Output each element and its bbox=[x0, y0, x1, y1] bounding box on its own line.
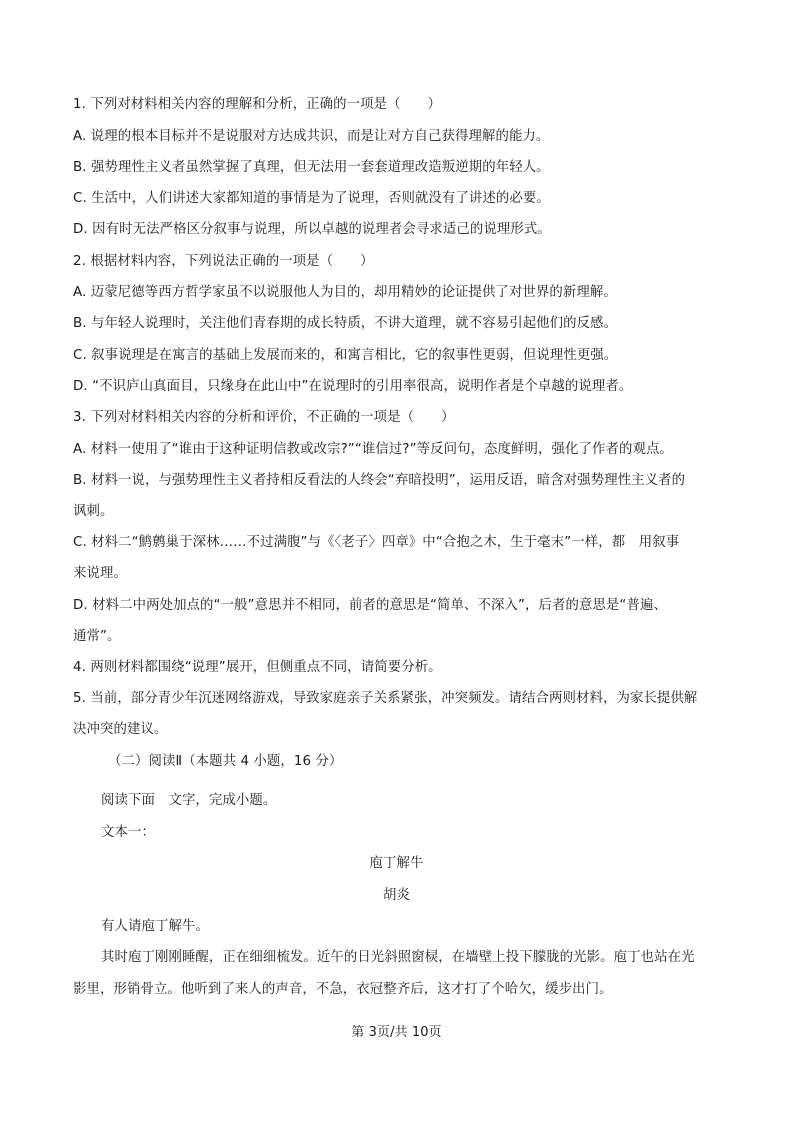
q1-stem: 1. 下列对材料相关内容的理解和分析，正确的一项是（ ） bbox=[73, 97, 442, 112]
q3-option-d-line2: 通常”。 bbox=[73, 629, 121, 644]
q1-option-b: B. 强势理性主义者虽然掌握了真理，但无法用一套套道理改造叛逆期的年轻人。 bbox=[73, 160, 550, 175]
article-paragraph-2-line2: 影里，形销骨立。他听到了来人的声音，不急，衣冠整齐后，这才打了个哈欠，缓步出门。 bbox=[73, 982, 613, 997]
q3-option-d-line1: D. 材料二中两处加点的“一般”意思并不相同，前者的意思是“简单、不深入”，后者的意思是“普遍、 bbox=[73, 598, 667, 613]
q2-option-b: B. 与年轻人说理时，关注他们青春期的成长特质，不讲大道理，就不容易引起他们的反感。 bbox=[73, 316, 618, 331]
q2-option-a: A. 迈蒙尼德等西方哲学家虽不以说服他人为目的，却用精妙的论证提供了对世界的新理解。 bbox=[73, 285, 617, 300]
q4-stem: 4. 两则材料都围绕“说理”展开，但侧重点不同，请简要分析。 bbox=[73, 660, 442, 675]
q1-option-d: D. 因有时无法严格区分叙事与说理，所以卓越的说理者会寻求适己的说理形式。 bbox=[73, 222, 551, 237]
text-label: 文本一： bbox=[101, 825, 155, 840]
q2-option-d: D. “不识庐山真面目，只缘身在此山中”在说理时的引用率很高，说明作者是个卓越的说理者。 bbox=[73, 379, 633, 394]
q1-option-a: A. 说理的根本目标并不是说服对方达成共识，而是让对方自己获得理解的能力。 bbox=[73, 129, 550, 144]
q2-stem: 2. 根据材料内容，下列说法正确的一项是（ ） bbox=[73, 254, 374, 269]
q3-option-c-line2: 来说理。 bbox=[73, 566, 127, 581]
article-paragraph-2-line1: 其时庖丁刚刚睡醒，正在细细梳发。近午的日光斜照窗棂，在墙壁上投下朦胧的光影。庖丁也站在光 bbox=[101, 950, 695, 965]
article-title: 庖丁解牛 bbox=[369, 856, 424, 871]
section-heading: （二）阅读Ⅱ（本题共 4 小题，16 分） bbox=[108, 754, 343, 769]
q3-option-a: A. 材料一使用了“谁由于这种证明信教或改宗?”“谁信过?”等反问句，态度鲜明，强化了作者的观点。 bbox=[73, 442, 673, 457]
article-paragraph-1: 有人请庖丁解牛。 bbox=[101, 919, 209, 934]
q3-option-b-line2: 讽刺。 bbox=[73, 504, 114, 519]
page-number: 第 3页/共 10页 bbox=[351, 1025, 442, 1040]
q3-option-b-line1: B. 材料一说，与强势理性主义者持相反看法的人终会“弃暗投明”，运用反语，暗含对强势理性主义者的 bbox=[73, 473, 686, 488]
reading-instruction: 阅读下面 文字，完成小题。 bbox=[101, 793, 277, 808]
article-author: 胡炎 bbox=[383, 888, 410, 903]
q5-line2: 决冲突的建议。 bbox=[73, 722, 168, 737]
q3-stem: 3. 下列对材料相关内容的分析和评价，不正确的一项是（ ） bbox=[73, 410, 455, 425]
q2-option-c: C. 叙事说理是在寓言的基础上发展而来的，和寓言相比，它的叙事性更弱，但说理性更强。 bbox=[73, 348, 618, 363]
q5-line1: 5. 当前，部分青少年沉迷网络游戏，导致家庭亲子关系紧张，冲突频发。请结合两则材料，为家长提供解 bbox=[73, 691, 698, 706]
q1-option-c: C. 生活中，人们讲述大家都知道的事情是为了说理，否则就没有了讲述的必要。 bbox=[73, 191, 550, 206]
q3-option-c-line1: C. 材料二“鹪鹩巢于深林……不过满腹”与《〈老子〉四章》中“合抱之木，生于毫末”一样，都 用叙事 bbox=[73, 535, 680, 550]
